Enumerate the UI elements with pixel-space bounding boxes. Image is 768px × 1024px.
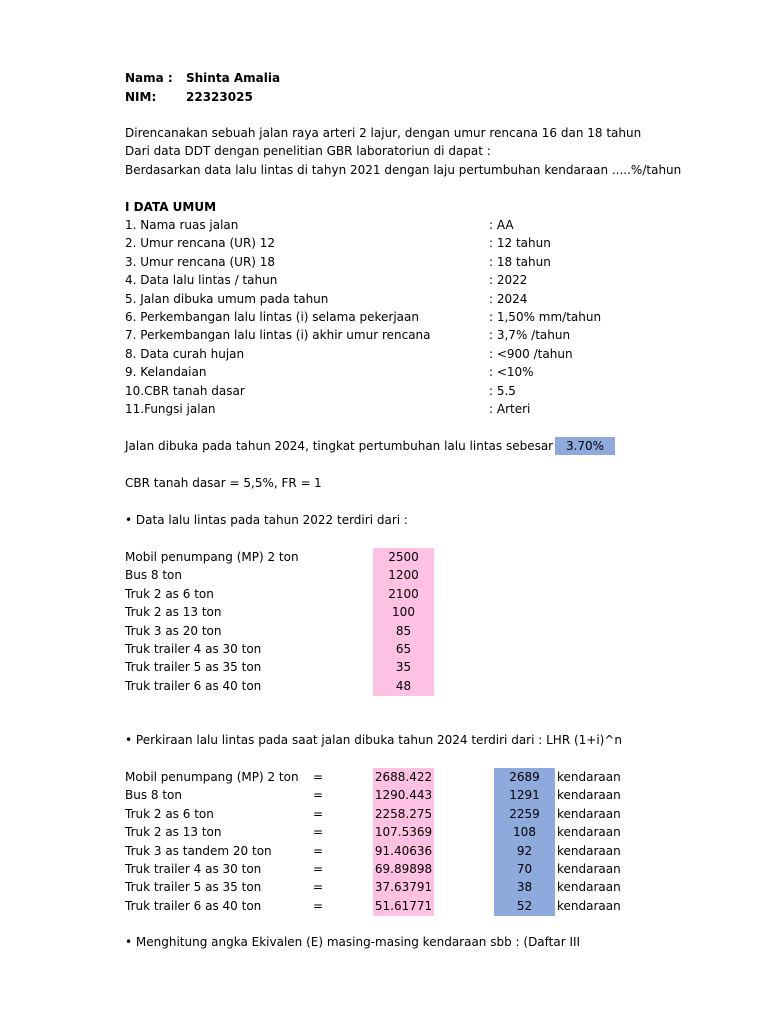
data-umum-item-value: : 5.5 bbox=[489, 384, 516, 398]
traffic-2024-row-rounded: 2689 bbox=[494, 768, 555, 787]
traffic-2024-row-raw: 51.61771 bbox=[373, 897, 434, 916]
data-umum-item-value: : <10% bbox=[489, 365, 534, 379]
growth-rate-cell: 3.70% bbox=[555, 437, 615, 455]
traffic-2022-row-label: Truk 2 as 6 ton bbox=[125, 587, 214, 601]
traffic-2022-row-value: 35 bbox=[373, 658, 434, 677]
ekivalen-heading: • Menghitung angka Ekivalen (E) masing-masing kendaraan sbb : (Daftar III bbox=[125, 935, 581, 949]
nim-value: 22323025 bbox=[186, 90, 253, 104]
traffic-2022-row-value: 1200 bbox=[373, 566, 434, 585]
data-umum-item-label: 3. Umur rencana (UR) 18 bbox=[125, 255, 276, 269]
traffic-2024-row-rounded: 52 bbox=[494, 897, 555, 916]
data-umum-item-value: : 12 tahun bbox=[489, 236, 551, 250]
traffic-2024-row-equals: = bbox=[313, 862, 324, 876]
intro-line-2: Dari data DDT dengan penelitian GBR laboratoriun di dapat : bbox=[125, 144, 491, 158]
traffic-2022-row-label: Mobil penumpang (MP) 2 ton bbox=[125, 550, 299, 564]
data-umum-item-value: : 3,7% /tahun bbox=[489, 328, 571, 342]
traffic-2024-row-equals: = bbox=[313, 770, 324, 784]
traffic-2024-row-label: Truk trailer 6 as 40 ton bbox=[125, 899, 262, 913]
traffic-2024-row-unit: kendaraan bbox=[557, 770, 621, 784]
fr-value: 1 bbox=[314, 476, 322, 490]
traffic-2024-row-equals: = bbox=[313, 844, 324, 858]
traffic-2024-row-unit: kendaraan bbox=[557, 844, 621, 858]
traffic-2024-row-raw: 69.89898 bbox=[373, 860, 434, 879]
traffic-2024-row-raw: 107.5369 bbox=[373, 823, 434, 842]
traffic-2024-row-rounded: 70 bbox=[494, 860, 555, 879]
data-umum-item-value: : <900 /tahun bbox=[489, 347, 573, 361]
data-umum-item-label: 4. Data lalu lintas / tahun bbox=[125, 273, 278, 287]
traffic-2024-row-rounded: 108 bbox=[494, 823, 555, 842]
traffic-2024-row-raw: 1290.443 bbox=[373, 786, 434, 805]
traffic-2022-row-value: 100 bbox=[373, 603, 434, 622]
traffic-2024-row-raw: 91.40636 bbox=[373, 842, 434, 861]
traffic-2022-row-label: Truk trailer 6 as 40 ton bbox=[125, 679, 262, 693]
traffic-2022-row-label: Truk 2 as 13 ton bbox=[125, 605, 222, 619]
traffic-2024-row-label: Truk trailer 4 as 30 ton bbox=[125, 862, 262, 876]
traffic-2024-row-rounded: 2259 bbox=[494, 805, 555, 824]
intro-line-1: Direncanakan sebuah jalan raya arteri 2 lajur, dengan umur rencana 16 dan 18 tahun bbox=[125, 126, 642, 140]
data-umum-item-label: 7. Perkembangan lalu lintas (i) akhir umur rencana bbox=[125, 328, 431, 342]
nama-value: Shinta Amalia bbox=[186, 71, 281, 85]
data-umum-item-label: 11.Fungsi jalan bbox=[125, 402, 216, 416]
traffic-2024-row-equals: = bbox=[313, 807, 324, 821]
data-umum-item-label: 6. Perkembangan lalu lintas (i) selama pekerjaan bbox=[125, 310, 419, 324]
traffic-2022-heading: • Data lalu lintas pada tahun 2022 terdiri dari : bbox=[125, 513, 408, 527]
traffic-2024-row-raw: 37.63791 bbox=[373, 878, 434, 897]
traffic-2024-row-unit: kendaraan bbox=[557, 825, 621, 839]
traffic-2024-row-rounded: 92 bbox=[494, 842, 555, 861]
traffic-2024-row-rounded: 1291 bbox=[494, 786, 555, 805]
traffic-2024-row-label: Truk 2 as 13 ton bbox=[125, 825, 222, 839]
traffic-2024-row-equals: = bbox=[313, 880, 324, 894]
traffic-2024-row-rounded: 38 bbox=[494, 878, 555, 897]
intro-line-3: Berdasarkan data lalu lintas di tahyn 2021 dengan laju pertumbuhan kendaraan .....%/tahun bbox=[125, 163, 682, 177]
data-umum-item-label: 1. Nama ruas jalan bbox=[125, 218, 239, 232]
traffic-2024-row-equals: = bbox=[313, 788, 324, 802]
traffic-2024-row-label: Truk trailer 5 as 35 ton bbox=[125, 880, 262, 894]
data-umum-item-value: : 2024 bbox=[489, 292, 528, 306]
data-umum-item-value: : 1,50% mm/tahun bbox=[489, 310, 602, 324]
traffic-2022-row-label: Bus 8 ton bbox=[125, 568, 183, 582]
data-umum-title: I DATA UMUM bbox=[125, 200, 217, 214]
traffic-2024-row-unit: kendaraan bbox=[557, 807, 621, 821]
traffic-2022-row-value: 48 bbox=[373, 677, 434, 696]
traffic-2024-row-unit: kendaraan bbox=[557, 788, 621, 802]
traffic-2024-row-label: Bus 8 ton bbox=[125, 788, 183, 802]
traffic-2022-row-label: Truk trailer 5 as 35 ton bbox=[125, 660, 262, 674]
traffic-2024-row-raw: 2688.422 bbox=[373, 768, 434, 787]
data-umum-item-label: 2. Umur rencana (UR) 12 bbox=[125, 236, 276, 250]
traffic-2022-row-label: Truk 3 as 20 ton bbox=[125, 624, 222, 638]
nim-label: NIM: bbox=[125, 90, 157, 104]
data-umum-item-value: : 2022 bbox=[489, 273, 528, 287]
data-umum-item-label: 10.CBR tanah dasar bbox=[125, 384, 245, 398]
traffic-2022-row-value: 65 bbox=[373, 640, 434, 659]
traffic-2024-row-label: Truk 3 as tandem 20 ton bbox=[125, 844, 272, 858]
cbr-text: CBR tanah dasar = 5,5%, FR = bbox=[125, 476, 311, 490]
traffic-2024-heading: • Perkiraan lalu lintas pada saat jalan dibuka tahun 2024 terdiri dari : LHR (1+i)^n bbox=[125, 733, 623, 747]
traffic-2022-row-value: 2500 bbox=[373, 548, 434, 567]
data-umum-item-label: 9. Kelandaian bbox=[125, 365, 207, 379]
data-umum-item-label: 8. Data curah hujan bbox=[125, 347, 245, 361]
data-umum-item-value: : AA bbox=[489, 218, 514, 232]
traffic-2024-row-raw: 2258.275 bbox=[373, 805, 434, 824]
traffic-2022-row-label: Truk trailer 4 as 30 ton bbox=[125, 642, 262, 656]
traffic-2024-row-unit: kendaraan bbox=[557, 862, 621, 876]
traffic-2024-row-label: Truk 2 as 6 ton bbox=[125, 807, 214, 821]
nama-label: Nama : bbox=[125, 71, 173, 85]
traffic-2022-row-value: 85 bbox=[373, 622, 434, 641]
traffic-2024-row-equals: = bbox=[313, 825, 324, 839]
data-umum-item-label: 5. Jalan dibuka umum pada tahun bbox=[125, 292, 329, 306]
growth-text: Jalan dibuka pada tahun 2024, tingkat pertumbuhan lalu lintas sebesar bbox=[125, 439, 554, 453]
traffic-2024-row-unit: kendaraan bbox=[557, 899, 621, 913]
traffic-2022-row-value: 2100 bbox=[373, 585, 434, 604]
traffic-2024-row-equals: = bbox=[313, 899, 324, 913]
data-umum-item-value: : Arteri bbox=[489, 402, 531, 416]
traffic-2024-row-unit: kendaraan bbox=[557, 880, 621, 894]
traffic-2024-row-label: Mobil penumpang (MP) 2 ton bbox=[125, 770, 299, 784]
data-umum-item-value: : 18 tahun bbox=[489, 255, 551, 269]
